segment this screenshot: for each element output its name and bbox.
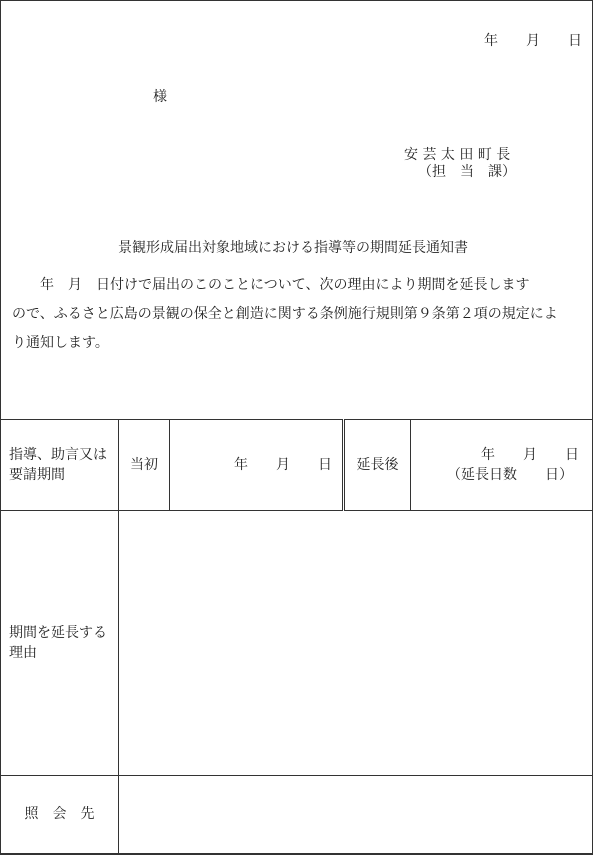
reason-row [1, 511, 593, 776]
contact-field[interactable] [119, 776, 593, 854]
initial-label: 当初 [119, 420, 170, 511]
period-extension-table [0, 419, 593, 854]
recipient-suffix: 様 [153, 89, 167, 105]
contact-row [1, 776, 593, 854]
period-label-line1: 指導、助言又は [9, 446, 107, 463]
after-extension-cell[interactable] [411, 420, 593, 511]
reason-field[interactable] [119, 511, 593, 776]
after-extension-label: 延長後 [344, 420, 411, 511]
body-line-3: り通知します。 [12, 335, 109, 351]
period-label-line2: 要請期間 [9, 467, 65, 483]
issue-date: 年 月 日 [484, 33, 582, 49]
period-row [1, 420, 593, 511]
body-line-1: 年 月 日付けで届出のこのことについて、次の理由により期間を延長します [12, 277, 530, 293]
contact-label: 照 会 先 [1, 776, 119, 854]
reason-label-line2: 理由 [9, 645, 37, 661]
extension-days: （延長日数 日） [447, 467, 573, 483]
period-label [1, 420, 119, 511]
after-extension-date: 年 月 日 [481, 446, 579, 463]
reason-label [1, 511, 119, 776]
issuer-name: 安 芸 太 田 町 長 [404, 147, 511, 163]
document-title: 景観形成届出対象地域における指導等の期間延長通知書 [118, 240, 468, 256]
reason-label-line1: 期間を延長する [9, 624, 107, 641]
department: （担 当 課） [418, 164, 516, 180]
initial-date[interactable]: 年 月 日 [170, 420, 344, 511]
body-line-2: ので、ふるさと広島の景観の保全と創造に関する条例施行規則第９条第２項の規定によ [12, 306, 558, 322]
